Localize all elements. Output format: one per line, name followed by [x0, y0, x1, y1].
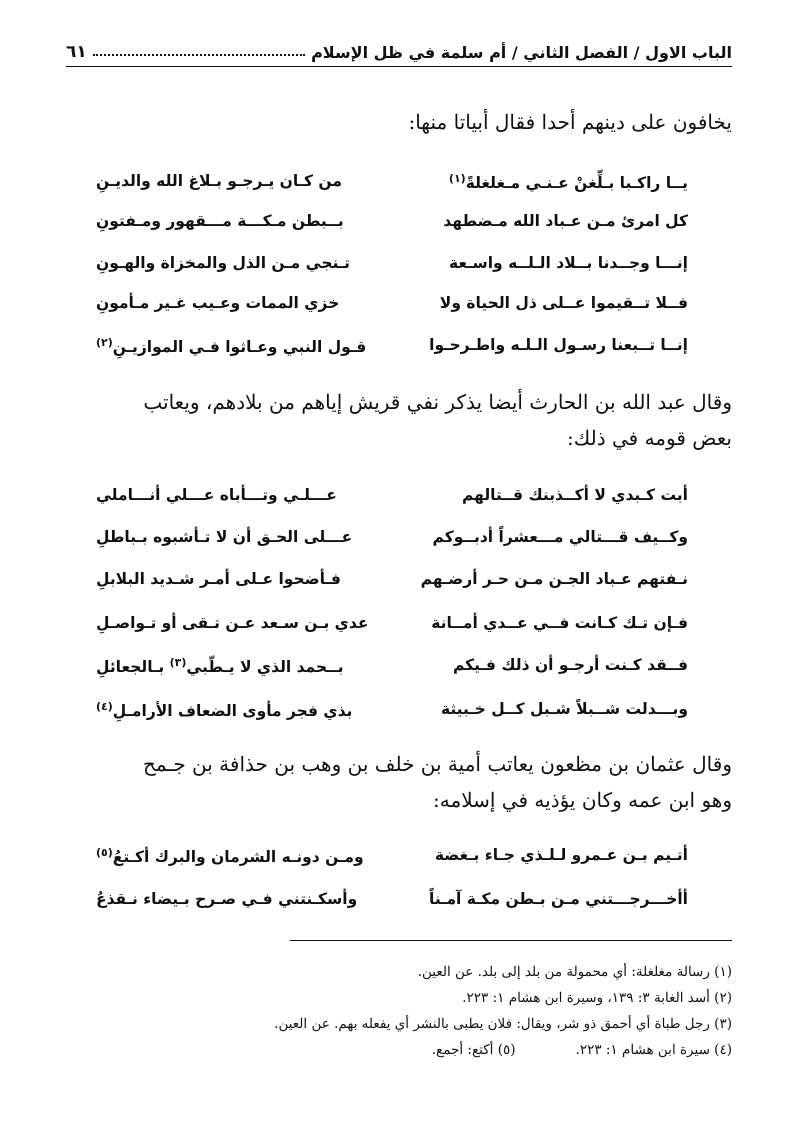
verse-second-hemistich: قـول النبي وعـاثوا فـي الموازيـنِ$^{(٢)}$ — [96, 336, 367, 357]
page-number: ٦١ — [66, 42, 87, 62]
running-title: الباب الاول / الفصل الثاني / أم سلمة في ظل الإسلام — [311, 43, 732, 62]
verse-first-hemistich: يــا راكـبا بـلِّغنْ عـنـي مـغلغلةً$^{(١)}$ — [448, 172, 688, 193]
verse-first-hemistich: أأخـــرجـــتني مـن بـطن مكـة آمـناً — [429, 890, 688, 908]
verse-second-hemistich: بــبطن مـكـــة مـــقهور ومـفتونِ — [96, 212, 344, 230]
verse-first-hemistich: أبت كـبدي لا أكــذبنك قــتالهم — [461, 486, 688, 504]
verse-second-hemistich: ومـن دونـه الشرمان والبرك أكـتعُ$^{(٥)}$ — [96, 846, 364, 867]
verse-first-hemistich: فـإن تـك كـانت فــي عــدي أمــانة — [431, 614, 688, 632]
verse-first-hemistich: وكــيف قـــتالي مـــعشراً أدبــوكم — [432, 528, 688, 546]
verse-first-hemistich: أتـيم بـن عـمرو لـلـذي جـاء بـغضة — [434, 846, 688, 864]
footnote-marker: (٤) — [96, 700, 113, 713]
verse-second-hemistich: فـأضحوا عـلى أمـر شـديد البلابلِ — [96, 570, 341, 588]
verse-first-hemistich: إنـــا وجــدنا بــلاد الـلــه واسـعة — [449, 254, 688, 272]
verse-line — [96, 570, 688, 588]
verse-line — [96, 172, 688, 192]
verse-line — [96, 212, 688, 230]
page-header — [66, 28, 732, 67]
intro-paragraph-2: وقال عبد الله بن الحارث أيضا يذكر نفي قريش إياهم من بلادهم، ويعاتب بعض قومه في ذلك: — [143, 390, 732, 450]
intro-paragraph-1: يخافون على دينهم أحدا فقال أبياتا منها: — [408, 110, 732, 134]
verse-line — [96, 254, 688, 272]
verse-second-hemistich: وأسكـنتني فـي صـرح بـيضاء نـقذعُ — [96, 890, 358, 908]
verse-first-hemistich: إنــا تــبعنا رسـول الـلـه واطـرحـوا — [429, 336, 688, 354]
verse-first-hemistich: فــلا تــقيموا عــلى ذل الحياة ولا — [439, 294, 688, 312]
footnote-marker: (٥) — [96, 846, 113, 859]
verse-second-hemistich: بــحمد الذي لا يـطّبي$^{(٣)}$ بـالجعائلِ — [96, 656, 344, 677]
verse-second-hemistich: بذي فجر مأوى الضعاف الأرامـلِ$^{(٤)}$ — [96, 700, 353, 721]
footnote-3: (٣) رجل طباة أي أحمق ذو شر، ويقال: فلان يطبى بالنشر أي يفعله بهم. عن العين. — [274, 1016, 732, 1032]
verse-line — [96, 846, 688, 866]
verse-line — [96, 614, 688, 632]
footnote-separator — [290, 940, 732, 941]
verse-second-hemistich: عدي بـن سـعد عـن تـقى أو تـواصـلِ — [96, 614, 369, 632]
verse-first-hemistich: كل امرئ مـن عـباد الله مـضطهد — [443, 212, 688, 230]
verse-first-hemistich: فــقد كـنت أرجـو أن ذلك فـيكم — [453, 656, 688, 674]
verse-line — [96, 336, 688, 356]
verse-first-hemistich: نـفتهم عـباد الجـن مـن حـر أرضـهم — [420, 570, 688, 588]
verse-line — [96, 700, 688, 720]
verse-second-hemistich: عـــلـي وتـــأباه عـــلي أنـــاملي — [96, 486, 337, 504]
verse-second-hemistich: تـنجي مـن الذل والمخزاة والهـونِ — [96, 254, 350, 272]
verse-second-hemistich: خزي الممات وعـيب غـير مـأمونِ — [96, 294, 340, 312]
footnote-2: (٢) أسد الغابة ٣: ١٣٩، وسيرة ابن هشام ١: ٢٢٣. — [462, 990, 732, 1006]
footnote-row — [66, 1038, 732, 1062]
footnote-4: (٤) سيرة ابن هشام ١: ٢٢٣. — [575, 1042, 732, 1058]
verse-first-hemistich: وبـــدلت شــبلاً شـبل كــل خـبيثة — [440, 700, 688, 718]
verse-line — [96, 294, 688, 312]
verse-line — [96, 528, 688, 546]
footnote-marker: (٢) — [96, 336, 113, 349]
verse-second-hemistich: عـــلى الحـق أن لا تـأشبوه بـباطلِ — [96, 528, 353, 546]
footnote-marker: (١) — [448, 172, 466, 185]
footnote-5: (٥) أكتع: أجمع. — [431, 1042, 516, 1058]
header-leader-dots — [93, 53, 305, 56]
footnote-1: (١) رسالة مغلغلة: أي محمولة من بلد إلى بلد. عن العين. — [417, 964, 732, 980]
intro-paragraph-3: وقال عثمان بن مظعون يعاتب أمية بن خلف بن وهب بن حذافة بن جـمح وهو ابن عمه وكان يؤذيه في إسلامه: — [142, 752, 732, 812]
verse-second-hemistich: من كـان يـرجـو بـلاغ الله والديـنِ — [96, 172, 342, 190]
verse-line — [96, 656, 688, 676]
footnote-marker: (٣) — [169, 656, 187, 669]
verse-line — [96, 890, 688, 908]
verse-line — [96, 486, 688, 504]
